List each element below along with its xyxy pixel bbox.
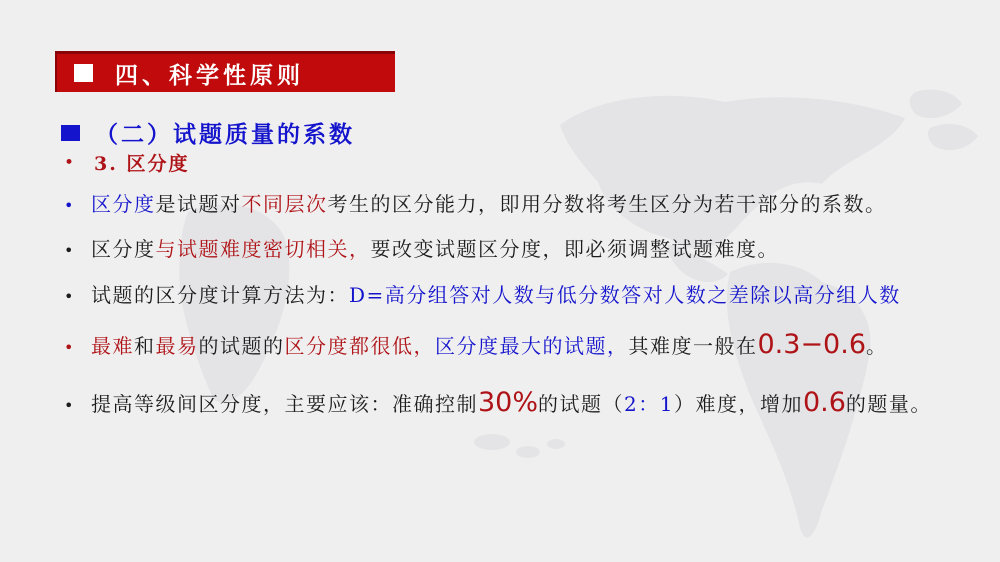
section-title: 四、科学性原则: [115, 61, 304, 89]
bullet-row-5: [64, 389, 985, 419]
bullet-row-1: [64, 191, 985, 219]
text-segment: 区分度: [91, 192, 156, 216]
text-segment: 区分度最大的试题，: [435, 334, 629, 358]
section-banner: [55, 51, 395, 92]
text-segment: 区分度: [91, 237, 156, 261]
text-segment: 区分度都很低，: [284, 334, 435, 358]
text-segment: 与试题难度密切相关，: [155, 237, 371, 261]
text-segment: 2：1: [624, 392, 674, 416]
highlight-value: 0.6: [802, 387, 846, 418]
bullet-row-3: [64, 282, 985, 310]
subsection-heading: [61, 116, 355, 149]
bullet-marker-icon: •: [64, 241, 74, 260]
text-segment: 试题的区分度计算方法为：: [91, 283, 349, 307]
bullet-row-4: [64, 331, 985, 361]
highlight-value: 30%: [478, 387, 539, 418]
text-segment: 其难度一般在: [628, 334, 758, 358]
bullet-row-2: [64, 236, 985, 264]
text-segment: 最难: [91, 334, 134, 358]
topic-label: 3. 区分度: [94, 153, 190, 175]
subsection-title: （二）试题质量的系数: [95, 121, 355, 148]
banner-bullet-square-icon: [74, 64, 93, 82]
text-segment: 考生的区分能力，即用分数将考生区分为若干部分的系数。: [327, 192, 887, 216]
text-segment: 不同层次: [241, 192, 328, 216]
text-segment: 的题量。: [845, 392, 932, 416]
text-segment: D=高分组答对人数与低分数答对人数之差除以高分组人数: [349, 283, 901, 307]
text-segment: 要改变试题区分度，即必须调整试题难度。: [370, 237, 779, 261]
topic-line: [64, 149, 189, 176]
text-segment: 最易: [155, 334, 199, 358]
topic-bullet-icon: •: [64, 152, 75, 173]
text-segment: 的试题的: [198, 334, 285, 358]
bullet-marker-icon: •: [64, 287, 74, 306]
heading-bullet-square-icon: [61, 125, 80, 141]
text-segment: 和: [134, 334, 156, 358]
bullet-marker-icon: •: [64, 396, 74, 415]
text-segment: ）难度，增加: [673, 392, 803, 416]
text-segment: 是试题对: [155, 192, 242, 216]
text-segment: 的试题（: [538, 392, 625, 416]
text-segment: 提高等级间区分度，主要应该：准确控制: [91, 392, 478, 416]
bullet-marker-icon: •: [64, 338, 74, 357]
bullet-marker-icon: •: [64, 196, 74, 215]
highlight-value: 0.3−0.6: [757, 329, 867, 360]
text-segment: 。: [866, 334, 888, 358]
